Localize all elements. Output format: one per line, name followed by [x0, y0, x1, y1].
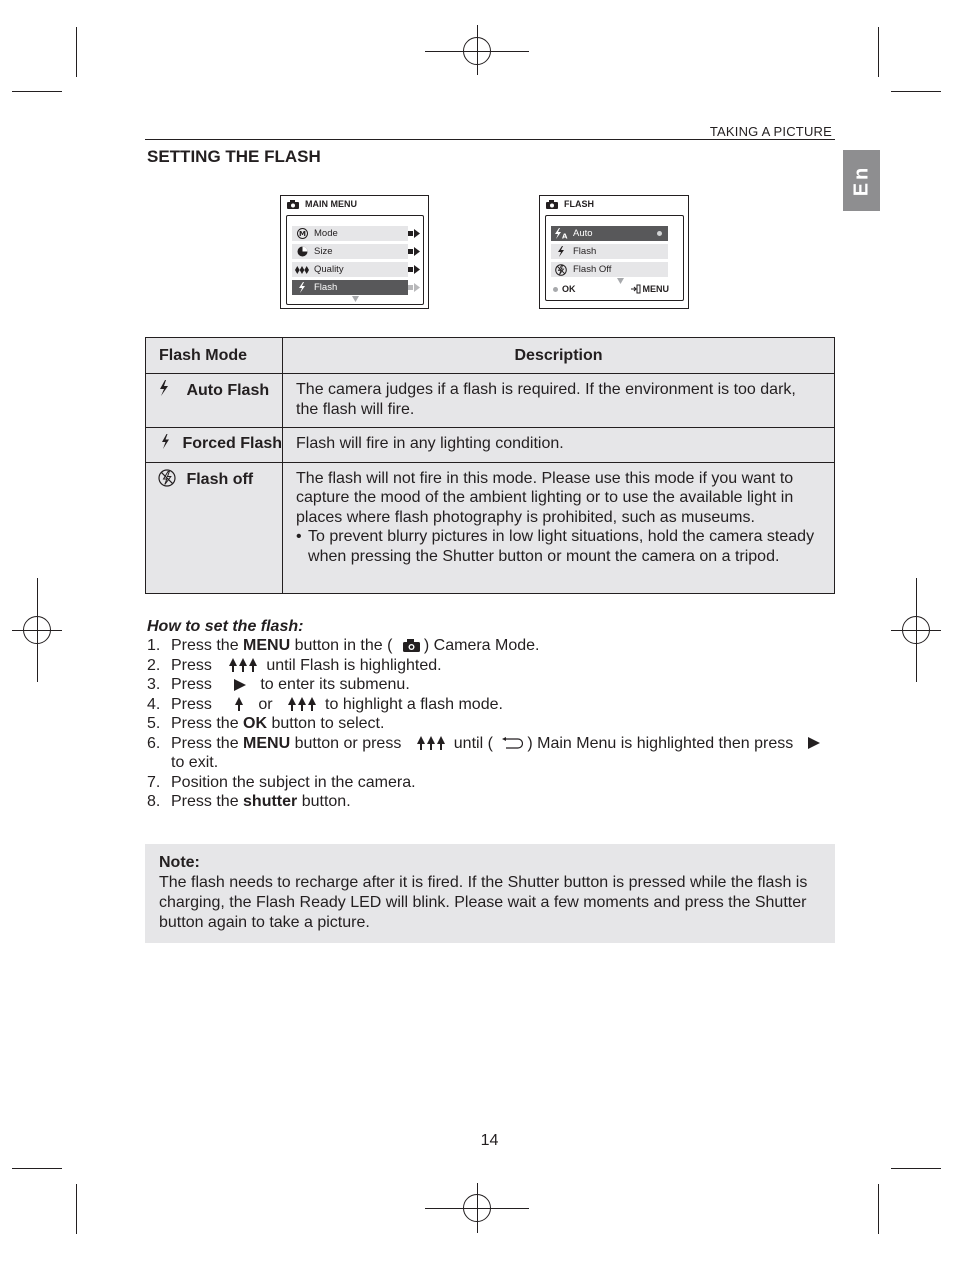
- howto-title: How to set the flash:: [147, 618, 304, 635]
- tip-bullet: • To prevent blurry pictures in low light situations, hold the camera steady when pressing the Shutter button or mount the camera on a tripod.: [296, 528, 815, 565]
- list-item: 4. Press or to highlight a flash mode.: [147, 695, 503, 713]
- flash-option-auto[interactable]: A Auto: [551, 226, 668, 241]
- table-header-description: Description: [283, 338, 835, 374]
- camera-icon: [287, 200, 299, 209]
- list-item: 6. Press the MENU button or press until ( ) Main Menu is highlighted then press to exit.: [147, 734, 837, 773]
- list-item: 7. Position the subject in the camera.: [147, 773, 416, 791]
- main-menu-header: MAIN MENU: [287, 199, 357, 209]
- menu-item-quality[interactable]: Quality: [292, 262, 408, 277]
- page-title: SETTING THE FLASH: [147, 147, 321, 166]
- mode-flash-off: Flash off: [146, 462, 283, 593]
- menu-hint: MENU: [631, 284, 670, 294]
- right-button-icon: [234, 679, 246, 691]
- flash-option-off[interactable]: Flash Off: [551, 262, 668, 277]
- crop-mark: [878, 27, 879, 77]
- list-item: 3. Press to enter its submenu.: [147, 676, 410, 693]
- down-button-icon: [416, 736, 446, 750]
- svg-text:M: M: [298, 230, 306, 238]
- list-item: 1. Press the MENU button in the ( ) Camera Mode.: [147, 637, 540, 654]
- submenu-arrow-icon: [408, 283, 420, 292]
- header-rule: [145, 139, 835, 140]
- mode-icon: [297, 228, 308, 239]
- ok-hint: OK: [553, 284, 576, 294]
- flash-off-icon: [555, 264, 567, 276]
- right-button-icon: [808, 737, 820, 749]
- main-menu-screen: [280, 195, 429, 309]
- language-tab: En: [843, 150, 880, 211]
- size-icon: [297, 246, 308, 257]
- table-header-mode: Flash Mode: [146, 338, 283, 374]
- crop-mark: [891, 91, 941, 92]
- ok-button-icon: [553, 287, 558, 292]
- flash-off-icon: [158, 469, 176, 487]
- flash-icon: [298, 282, 306, 293]
- auto-flash-icon: [158, 380, 169, 396]
- submenu-arrow-icon: [408, 229, 420, 238]
- menu-item-mode[interactable]: M Mode: [292, 226, 408, 241]
- list-item: 2. Press until Flash is highlighted.: [147, 656, 442, 674]
- section-label: TAKING A PICTURE: [709, 124, 832, 139]
- auto-flash-icon: [554, 228, 568, 239]
- mode-auto-flash: Auto Flash: [146, 374, 283, 428]
- list-item: 5. Press the OK button to select.: [147, 715, 385, 732]
- down-button-icon: [287, 697, 317, 711]
- svg-text:A: A: [562, 232, 568, 239]
- description-auto-flash: The camera judges if a flash is required. If the environment is too dark, the flash will fire.: [283, 374, 835, 428]
- submenu-arrow-icon: [408, 247, 420, 256]
- page-number: 14: [480, 1132, 499, 1149]
- crop-mark: [76, 27, 77, 77]
- steps-list: [147, 636, 837, 812]
- scroll-down-icon: [352, 296, 359, 302]
- up-button-icon: [234, 697, 244, 711]
- flash-menu-header: FLASH: [546, 199, 594, 209]
- quality-icon: [295, 266, 309, 274]
- crop-mark: [12, 1168, 62, 1169]
- flash-option-flash[interactable]: Flash: [551, 244, 668, 259]
- flash-mode-table: [145, 337, 835, 594]
- note-text: The flash needs to recharge after it is fired. If the Shutter button is pressed while the flash is charging, the Flash Ready LED will blink. Please wait a few moments and press the Shutter button again to take a picture.: [159, 874, 808, 931]
- table-row: [146, 428, 835, 463]
- menu-item-size[interactable]: Size: [292, 244, 408, 259]
- crop-mark: [891, 1168, 941, 1169]
- table-header-row: [146, 338, 835, 374]
- camera-icon: [403, 639, 420, 652]
- menu-item-flash[interactable]: Flash: [292, 280, 408, 295]
- return-icon: [501, 737, 523, 749]
- selected-dot-icon: [657, 231, 662, 236]
- scroll-down-icon: [617, 278, 624, 284]
- note-box: [145, 844, 835, 943]
- exit-icon: [631, 284, 641, 294]
- flash-icon: [160, 434, 170, 449]
- list-item: 8. Press the shutter button.: [147, 793, 351, 810]
- crop-mark: [12, 91, 62, 92]
- note-title: Note:: [159, 854, 200, 871]
- camera-icon: [546, 200, 558, 209]
- flash-menu-screen: [539, 195, 689, 309]
- flash-icon: [557, 246, 565, 257]
- table-row: [146, 374, 835, 428]
- crop-mark: [76, 1184, 77, 1234]
- description-forced-flash: Flash will fire in any lighting condition.: [283, 428, 835, 463]
- down-button-icon: [228, 658, 258, 672]
- crop-mark: [878, 1184, 879, 1234]
- mode-forced-flash: Forced Flash: [146, 428, 283, 463]
- table-row: [146, 462, 835, 593]
- description-flash-off: The flash will not fire in this mode. Please use this mode if you want to capture the mood of the ambient lighting or to use the available light in places where flash photography is prohibited, such as museums. • To prevent blurry pictures in low light situations, hold the camera steady when pressing the Shutter button or mount the camera on a tripod.: [283, 462, 835, 593]
- submenu-arrow-icon: [408, 265, 420, 274]
